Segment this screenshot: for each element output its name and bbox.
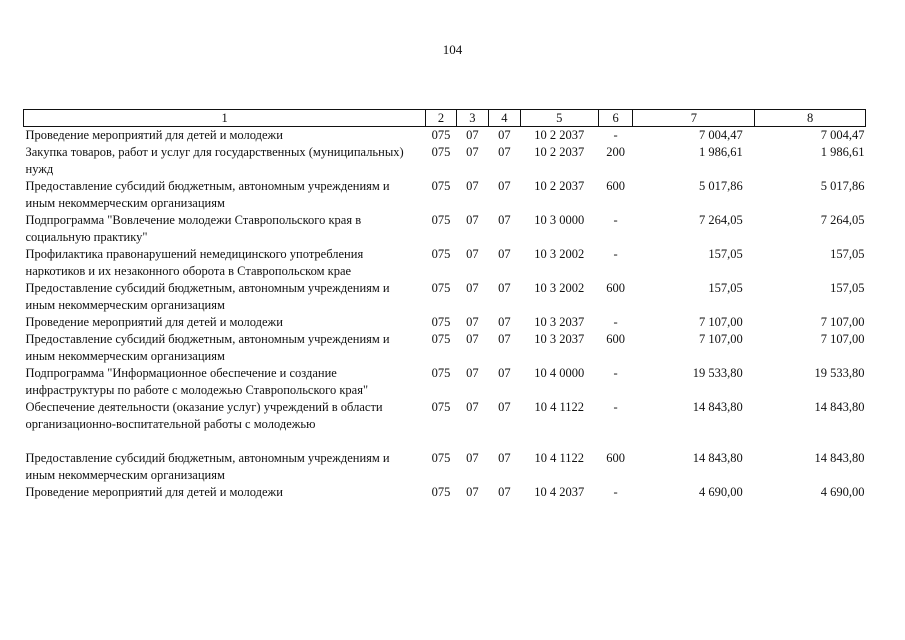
section-code: 07 (466, 281, 479, 295)
ministry-code: 075 (431, 145, 451, 159)
expense-type-code: - (613, 247, 618, 261)
column-header-2: 2 (426, 110, 456, 127)
ministry-code: 075 (431, 315, 451, 329)
subsection-code: 07 (498, 315, 511, 329)
amount-col-7: 5 017,86 (699, 179, 743, 193)
row-name: Подпрограмма "Информационное обеспечение и создание инфраструктуры по работе с молодежью Ставропольского края" (25, 366, 369, 397)
row-name: Проведение мероприятий для детей и молодежи (25, 485, 283, 499)
amount-col-8: 1 986,61 (820, 145, 865, 159)
expense-type-code: 600 (606, 281, 625, 295)
amount-col-7: 14 843,80 (692, 400, 743, 414)
ministry-code: 075 (431, 400, 451, 414)
table-row (24, 144, 866, 178)
ministry-code: 075 (431, 213, 451, 227)
amount-col-7: 157,05 (708, 247, 743, 261)
amount-col-7: 157,05 (708, 281, 743, 295)
expense-type-code: 200 (606, 145, 625, 159)
row-name: Подпрограмма "Вовлечение молодежи Ставропольского края в социальную практику" (25, 213, 362, 244)
ministry-code: 075 (431, 332, 451, 346)
target-article-code: 10 3 2002 (534, 281, 585, 295)
table-row (24, 212, 866, 246)
expense-type-code: - (613, 485, 618, 499)
row-name: Предоставление субсидий бюджетным, автономным учреждениям и иным некоммерческим организациям (25, 451, 390, 482)
page-number: 104 (442, 42, 463, 57)
amount-col-8: 19 533,80 (814, 366, 865, 380)
table-header-row (24, 110, 866, 127)
expense-type-code: 600 (606, 332, 625, 346)
amount-col-7: 7 107,00 (699, 332, 743, 346)
ministry-code: 075 (431, 281, 451, 295)
subsection-code: 07 (498, 451, 511, 465)
expense-type-code: 600 (606, 179, 625, 193)
amount-col-8: 5 017,86 (820, 179, 865, 193)
section-code: 07 (466, 366, 479, 380)
ministry-code: 075 (431, 247, 451, 261)
amount-col-8: 14 843,80 (814, 451, 865, 465)
section-code: 07 (466, 128, 479, 142)
column-header-8: 8 (755, 110, 866, 127)
row-name: Профилактика правонарушений немедицинского употребления наркотиков и их незаконного оборота в Ставропольском крае (25, 247, 364, 278)
subsection-code: 07 (498, 332, 511, 346)
section-code: 07 (466, 145, 479, 159)
section-code: 07 (466, 451, 479, 465)
section-code: 07 (466, 179, 479, 193)
budget-table (23, 109, 866, 501)
section-code: 07 (466, 213, 479, 227)
section-code: 07 (466, 400, 479, 414)
row-name: Обеспечение деятельности (оказание услуг) учреждений в области организационно-воспитательной работы с молодежью (25, 400, 383, 431)
expense-type-code: - (613, 400, 618, 414)
expense-type-code: - (613, 128, 618, 142)
ministry-code: 075 (431, 366, 451, 380)
amount-col-8: 157,05 (830, 247, 865, 261)
subsection-code: 07 (498, 128, 511, 142)
table-row (24, 314, 866, 331)
table-row (24, 280, 866, 314)
target-article-code: 10 4 0000 (534, 366, 585, 380)
section-code: 07 (466, 485, 479, 499)
table-row (24, 484, 866, 501)
amount-col-8: 7 107,00 (820, 315, 865, 329)
column-header-1: 1 (24, 110, 426, 127)
row-name: Закупка товаров, работ и услуг для государственных (муниципальных) нужд (25, 145, 404, 176)
amount-col-8: 14 843,80 (814, 400, 865, 414)
target-article-code: 10 4 1122 (534, 451, 585, 465)
amount-col-7: 19 533,80 (692, 366, 743, 380)
row-name: Проведение мероприятий для детей и молодежи (25, 128, 283, 142)
subsection-code: 07 (498, 145, 511, 159)
amount-col-8: 157,05 (830, 281, 865, 295)
expense-type-code: - (613, 366, 618, 380)
target-article-code: 10 2 2037 (534, 179, 585, 193)
ministry-code: 075 (431, 451, 451, 465)
table-row (24, 399, 866, 450)
subsection-code: 07 (498, 247, 511, 261)
subsection-code: 07 (498, 485, 511, 499)
amount-col-7: 14 843,80 (692, 451, 743, 465)
amount-col-8: 7 004,47 (820, 128, 865, 142)
table-row (24, 331, 866, 365)
column-header-6: 6 (598, 110, 633, 127)
table-row (24, 127, 866, 145)
target-article-code: 10 3 2037 (534, 332, 585, 346)
table-row (24, 246, 866, 280)
amount-col-7: 7 004,47 (699, 128, 743, 142)
table-row (24, 178, 866, 212)
target-article-code: 10 2 2037 (534, 145, 585, 159)
ministry-code: 075 (431, 485, 451, 499)
amount-col-8: 4 690,00 (820, 485, 865, 499)
row-name: Проведение мероприятий для детей и молодежи (25, 315, 283, 329)
column-header-7: 7 (633, 110, 755, 127)
target-article-code: 10 3 0000 (534, 213, 585, 227)
subsection-code: 07 (498, 400, 511, 414)
subsection-code: 07 (498, 213, 511, 227)
target-article-code: 10 2 2037 (534, 128, 585, 142)
ministry-code: 075 (431, 128, 451, 142)
target-article-code: 10 3 2037 (534, 315, 585, 329)
section-code: 07 (466, 332, 479, 346)
ministry-code: 075 (431, 179, 451, 193)
amount-col-8: 7 264,05 (820, 213, 865, 227)
amount-col-7: 1 986,61 (699, 145, 743, 159)
subsection-code: 07 (498, 179, 511, 193)
column-header-4: 4 (489, 110, 520, 127)
expense-type-code: 600 (606, 451, 625, 465)
table-row (24, 365, 866, 399)
section-code: 07 (466, 247, 479, 261)
amount-col-7: 7 264,05 (699, 213, 743, 227)
column-header-3: 3 (456, 110, 489, 127)
row-name: Предоставление субсидий бюджетным, автономным учреждениям и иным некоммерческим организациям (25, 179, 390, 210)
row-name: Предоставление субсидий бюджетным, автономным учреждениям и иным некоммерческим организациям (25, 332, 390, 363)
amount-col-7: 4 690,00 (699, 485, 743, 499)
amount-col-7: 7 107,00 (699, 315, 743, 329)
target-article-code: 10 3 2002 (534, 247, 585, 261)
amount-col-8: 7 107,00 (820, 332, 865, 346)
subsection-code: 07 (498, 281, 511, 295)
column-header-5: 5 (520, 110, 598, 127)
subsection-code: 07 (498, 366, 511, 380)
target-article-code: 10 4 1122 (534, 400, 585, 414)
row-name: Предоставление субсидий бюджетным, автономным учреждениям и иным некоммерческим организациям (25, 281, 390, 312)
expense-type-code: - (613, 213, 618, 227)
target-article-code: 10 4 2037 (534, 485, 585, 499)
expense-type-code: - (613, 315, 618, 329)
table-row (24, 450, 866, 484)
section-code: 07 (466, 315, 479, 329)
